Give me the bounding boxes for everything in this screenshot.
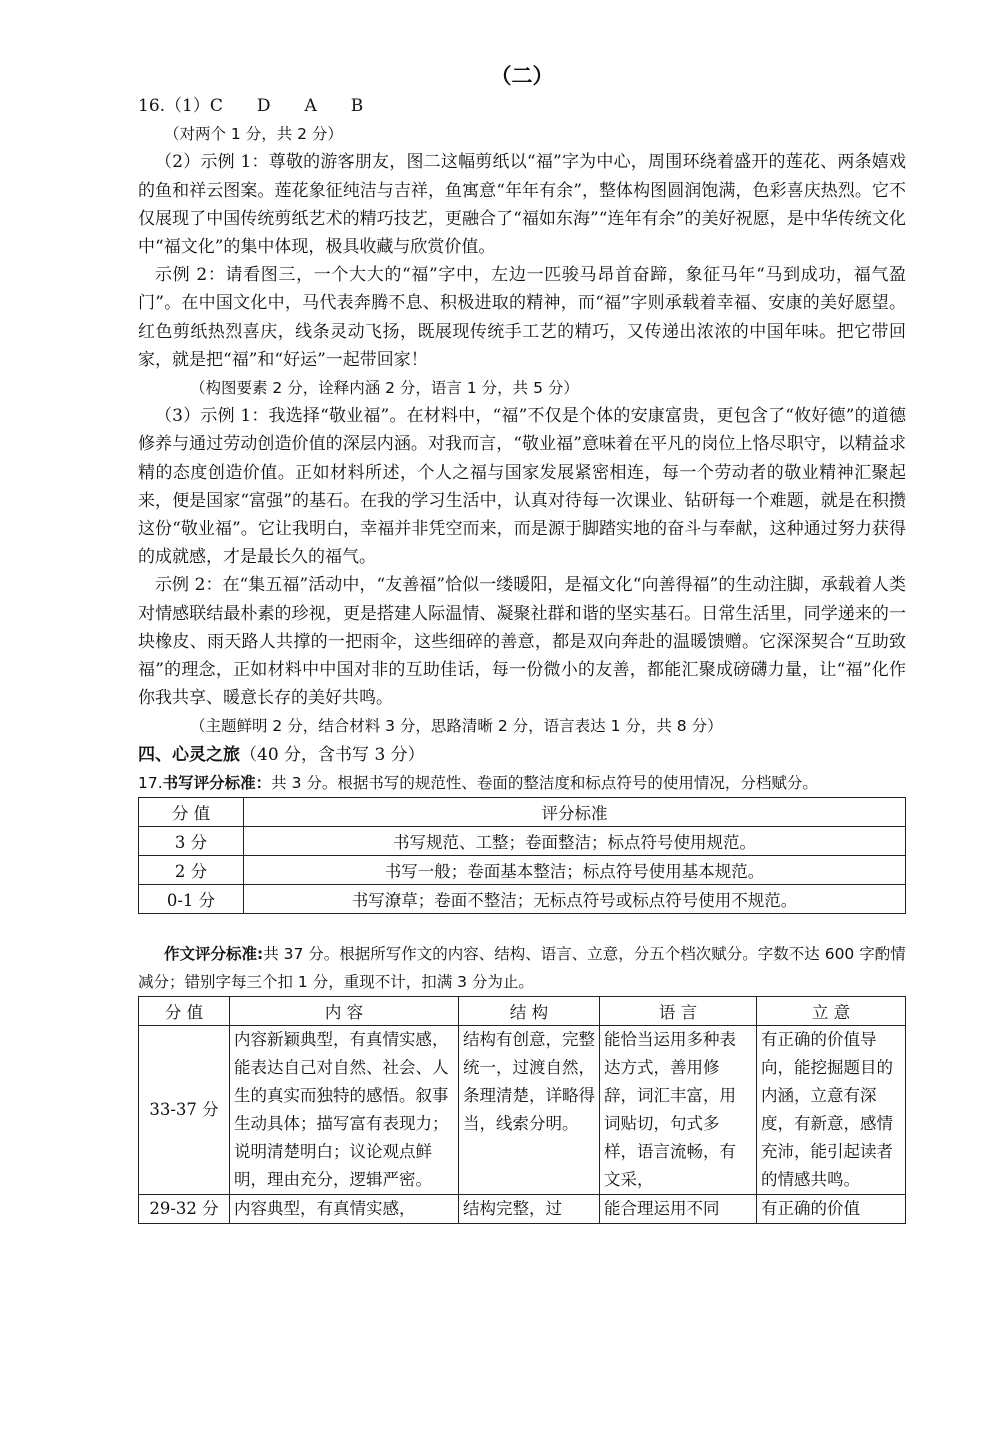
- q17-label: 书写评分标准：: [162, 773, 272, 792]
- q17-number: 17.: [138, 773, 163, 792]
- table-header: 内 容: [230, 997, 459, 1026]
- section4-points: （40 分，含书写 3 分）: [240, 744, 425, 765]
- section4-title: [138, 741, 906, 769]
- q17-writing-standard: [138, 769, 906, 797]
- essay-text: 共 37 分。根据所写作文的内容、结构、语言、立意，分五个档次赋分。字数不达 600 字酌情减分；错别字每三个扣 1 分，重现不计，扣满 3 分为止。: [138, 945, 906, 992]
- table-row: [139, 856, 906, 885]
- q16-part3-scoring: （主题鲜明 2 分，结合材料 3 分，思路清晰 2 分，语言表达 1 分，共 8 分）: [190, 717, 723, 736]
- table-cell: 29-32 分: [139, 1195, 230, 1224]
- essay-score-table: [138, 996, 906, 1224]
- table-row: [139, 827, 906, 856]
- table-cell: 33-37 分: [139, 1026, 230, 1195]
- q17-text: 共 3 分。根据书写的规范性、卷面的整洁度和标点符号的使用情况，分档赋分。: [271, 773, 818, 792]
- table-header: 结 构: [459, 997, 600, 1026]
- table-row: [139, 1195, 906, 1224]
- table-cell: 有正确的价值导向，能挖掘题目的内涵，立意有深度，有新意，感情充沛，能引起读者的情感共鸣。: [757, 1026, 906, 1195]
- table-cell: 能合理运用不同: [600, 1195, 757, 1224]
- q16-part1-scoring: （对两个 1 分，共 2 分）: [164, 125, 343, 144]
- table-cell: 0-1 分: [139, 885, 244, 914]
- section-heading: （二）: [490, 63, 554, 88]
- table-cell: 内容典型，有真情实感，: [230, 1195, 459, 1224]
- table-cell: 书写规范、工整；卷面整洁；标点符号使用规范。: [244, 827, 906, 856]
- table-cell: 有正确的价值: [757, 1195, 906, 1224]
- table-header: 语 言: [600, 997, 757, 1026]
- table-row: [139, 1026, 906, 1195]
- q16-part1-answers: 16.（1）C D A B: [138, 96, 364, 116]
- table-cell: 2 分: [139, 856, 244, 885]
- table-row: [139, 885, 906, 914]
- table-cell: 内容新颖典型，有真情实感，能表达自己对自然、社会、人生的真实而独特的感悟。叙事生动具体；描写富有表现力；说明清楚明白；议论观点鲜明，理由充分，逻辑严密。: [230, 1026, 459, 1195]
- q16-part2-scoring: （构图要素 2 分，诠释内涵 2 分，语言 1 分，共 5 分）: [190, 379, 579, 398]
- writing-score-table: [138, 797, 906, 914]
- table-cell: 结构完整，过: [459, 1195, 600, 1224]
- table-header: 分 值: [139, 798, 244, 827]
- q16-part3-example2: 示例 2：在“集五福”活动中，“友善福”恰似一缕暖阳，是福文化“向善得福”的生动注脚，承载着人类对情感联结最朴素的珍视，更是搭建人际温情、凝聚社群和谐的坚实基石。日常生活里，同学递来的一块橡皮、雨天路人共撑的一把雨伞，这些细碎的善意，都是双向奔赴的温暖馈赠。它深深契合“互助致福”的理念，正如材料中中国对非的互助佳话，每一份微小的友善，都能汇聚成磅礴力量，让“福”化作你我共享、暖意长存的美好共鸣。: [138, 575, 906, 709]
- table-cell: 能恰当运用多种表达方式，善用修辞，词汇丰富，用词贴切，句式多样，语言流畅，有文采，: [600, 1026, 757, 1195]
- table-cell: 书写潦草；卷面不整洁；无标点符号或标点符号使用不规范。: [244, 885, 906, 914]
- table-cell: 结构有创意，完整统一，过渡自然，条理清楚，详略得当，线索分明。: [459, 1026, 600, 1195]
- answer-page: [138, 60, 906, 1224]
- table-header: 评分标准: [244, 798, 906, 827]
- q16-part3-example1: （3）示例 1：我选择“敬业福”。在材料中，“福”不仅是个体的安康富贵，更包含了“攸好德”的道德修养与通过劳动创造价值的深层内涵。对我而言，“敬业福”意味着在平凡的岗位上恪尽职守，以精益求精的态度创造价值。正如材料所述，个人之福与国家发展紧密相连，每一个劳动者的敬业精神汇聚起来，便是国家“富强”的基石。在我的学习生活中，认真对待每一次课业、钻研每一个难题，就是在积攒这份“敬业福”。它让我明白，幸福并非凭空而来，而是源于脚踏实地的奋斗与奉献，这种通过努力获得的成就感，才是最长久的福气。: [138, 406, 906, 568]
- essay-standard: [138, 940, 906, 996]
- q16-part2-example2: 示例 2：请看图三，一个大大的“福”字中，左边一匹骏马昂首奋蹄，象征马年“马到成功，福气盈门”。在中国文化中，马代表奔腾不息、积极进取的精神，而“福”字则承载着幸福、安康的美好愿望。红色剪纸热烈喜庆，线条灵动飞扬，既展现传统手工艺的精巧，又传递出浓浓的中国年味。把它带回家，就是把“福”和“好运”一起带回家！: [138, 265, 906, 370]
- table-cell: 书写一般；卷面基本整洁；标点符号使用基本规范。: [244, 856, 906, 885]
- section4-name: 四、心灵之旅: [138, 744, 240, 765]
- table-cell: 3 分: [139, 827, 244, 856]
- q16-part2-example1: （2）示例 1：尊敬的游客朋友，图二这幅剪纸以“福”字为中心，周围环绕着盛开的莲花、两条嬉戏的鱼和祥云图案。莲花象征纯洁与吉祥，鱼寓意“年年有余”，整体构图圆润饱满，色彩喜庆热烈。它不仅展现了中国传统剪纸艺术的精巧技艺，更融合了“福如东海”“连年有余”的美好祝愿，是中华传统文化中“福文化”的集中体现，极具收藏与欣赏价值。: [138, 152, 906, 258]
- table-header-row: [139, 997, 906, 1026]
- table-header: 分 值: [139, 997, 230, 1026]
- table-header-row: [139, 798, 906, 827]
- table-header: 立 意: [757, 997, 906, 1026]
- essay-label: 作文评分标准:: [164, 945, 264, 964]
